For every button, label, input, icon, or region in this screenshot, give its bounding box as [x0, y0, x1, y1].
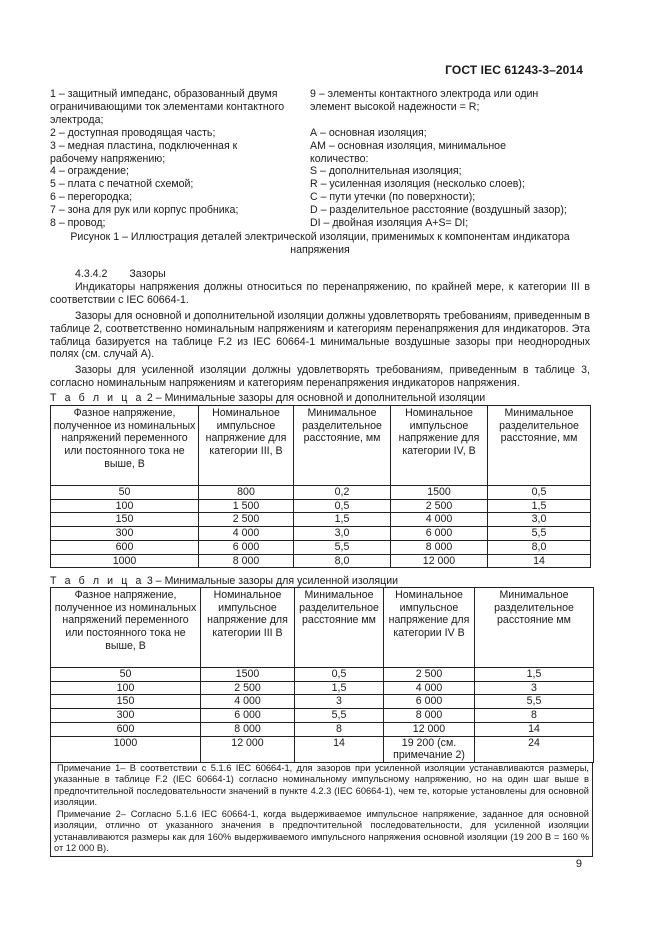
legend-line: 6 – перегородка; — [50, 191, 133, 204]
table-row — [51, 709, 594, 723]
table-cell: 4 000 — [391, 513, 488, 527]
table-cell: 1,5 — [295, 681, 384, 695]
table-cell: 8,0 — [488, 540, 591, 554]
table-cell: 8 000 — [384, 709, 475, 723]
table-cell: 0,5 — [488, 486, 591, 500]
table-cell: 5,5 — [488, 527, 591, 541]
table-cell: 5,5 — [294, 540, 391, 554]
table-cell: 4 000 — [384, 681, 475, 695]
section-title: Зазоры — [129, 268, 166, 280]
table-cell: 800 — [199, 486, 294, 500]
table-cell: 3,0 — [294, 527, 391, 541]
table-row — [51, 736, 594, 762]
table-cell: 300 — [51, 527, 199, 541]
table-row — [51, 668, 594, 682]
table-cell: 12 000 — [384, 722, 475, 736]
table-cell: 19 200 (см. примечание 2) — [384, 736, 475, 762]
legend-right-column — [310, 88, 590, 230]
header-cell: Минимальное разделительное расстояние, мм — [294, 406, 391, 486]
legend-line: элемент высокой надежности = R; — [310, 100, 480, 113]
figure-caption: Рисунок 1 – Иллюстрация деталей электрической изоляции, применимых к компонентам индикатора напряжения — [70, 231, 570, 256]
legend-line: А – основная изоляция; — [310, 126, 427, 139]
table-cell: 1,5 — [294, 513, 391, 527]
table-cell: 2 500 — [391, 499, 488, 513]
header-cell: Номинальное импульсное напряжение для категории III В — [201, 588, 295, 668]
header-cell: Минимальное разделительное расстояние, мм — [488, 406, 591, 486]
legend-line: 1 – защитный импеданс, образованный двумя — [50, 88, 278, 100]
table-note: Примечание 1– В соответствии с 5.1.6 IEC 60664-1, для зазоров при усиленной изоляции устанавливаются размеры, указанные в таблице F.2 (IEC 60664-1) согласно номинальному импульсному напряжению, но на один шаг выше в предпочтительной последовательности значений в пункте 4.2.3 (IEC 60664-1), чем те, которые установлены для основной изоляции. — [54, 763, 589, 807]
table-cell: 14 — [475, 722, 594, 736]
header-cell: Минимальное разделительное расстояние мм — [295, 588, 384, 668]
table-row — [51, 695, 594, 709]
table-cell: 50 — [51, 486, 199, 500]
table-cell: 6 000 — [391, 527, 488, 541]
table-row — [51, 499, 591, 513]
table-cell: 150 — [51, 513, 199, 527]
legend-line: АМ – основная изоляция, минимальное — [310, 139, 506, 152]
table-cell: 1,5 — [475, 668, 594, 682]
table-cell: 1500 — [201, 668, 295, 682]
table-cell: 14 — [295, 736, 384, 762]
legend-line: 5 – плата с печатной схемой; — [50, 178, 194, 191]
table3 — [50, 587, 594, 763]
table-cell: 8 000 — [391, 540, 488, 554]
legend-line: 4 – ограждение; — [50, 165, 129, 178]
table-cell: 100 — [51, 499, 199, 513]
section-paragraph: Зазоры для усиленной изоляции должны удовлетворять требованиям, приведенным в таблице 3, согласно номинальным напряжениям и категориям перенапряжения индикаторов напряжения. — [50, 364, 590, 390]
legend-line: 2 – доступная проводящая часть; — [50, 126, 216, 139]
legend-line: 8 – провод; — [50, 217, 106, 230]
table-cell: 1,5 — [488, 499, 591, 513]
table-cell: 600 — [51, 722, 201, 736]
section-heading — [50, 268, 590, 281]
table-cell: 12 000 — [201, 736, 295, 762]
legend-line: D – разделительное расстояние (воздушный зазор); — [310, 204, 567, 217]
table-cell: 50 — [51, 668, 201, 682]
table-word: Т а б л и ц а — [50, 392, 144, 404]
table-cell: 12 000 — [391, 554, 488, 568]
legend-line: DI – двойная изоляция A+S= DI; — [310, 217, 469, 230]
table-cell: 6 000 — [199, 540, 294, 554]
table-cell: 1000 — [51, 736, 201, 762]
section-paragraph: Индикаторы напряжения должны относиться по перенапряжению, по крайней мере, к категории III в соответствии с IEC 60664-1. — [50, 280, 590, 306]
table-cell: 4 000 — [201, 695, 295, 709]
table-cell: 100 — [51, 681, 201, 695]
table-row — [51, 681, 594, 695]
table-cell: 150 — [51, 695, 201, 709]
document-header: ГОСТ IEC 61243-3–2014 — [445, 63, 583, 77]
table-row — [51, 527, 591, 541]
table-note: Примечание 2– Согласно 5.1.6 IEC 60664-1, когда выдерживаемое импульсное напряжение, заданное для основной изоляции, отлично от указанного значения в предпочтительной последовательности, для усиленной изоляции устанавливаются размеры как для 160% выдерживаемого импульсного напряжения основной изоляции (19 200 В = 160 % от 12 000 В). — [54, 809, 589, 854]
legend-line: рабочему напряжению; — [50, 152, 166, 165]
legend-line: 7 – зона для рук или корпус пробника; — [50, 204, 239, 217]
table3-notes — [50, 763, 593, 857]
table-word: Т а б л и ц а — [50, 575, 144, 587]
header-cell: Фазное напряжение, полученное из номинальных напряжений переменного или постоянного тока не выше, В — [51, 406, 199, 486]
table-cell: 3 — [295, 695, 384, 709]
table-cell: 8 — [475, 709, 594, 723]
legend-left-column — [50, 88, 308, 230]
legend-line: ограничивающими ток элементами контактного — [50, 100, 285, 113]
table-cell: 8,0 — [294, 554, 391, 568]
table-cell: 2 500 — [201, 681, 295, 695]
table-cell: 600 — [51, 540, 199, 554]
table-cell: 3 — [475, 681, 594, 695]
table2-caption-text: 2 – Минимальные зазоры для основной и дополнительной изоляции — [146, 392, 486, 404]
header-cell: Минимальное разделительное расстояние мм — [475, 588, 594, 668]
table-cell: 5,5 — [475, 695, 594, 709]
table-cell: 24 — [475, 736, 594, 762]
table-cell: 14 — [488, 554, 591, 568]
table-row — [51, 554, 591, 568]
table-row — [51, 540, 591, 554]
legend-line: R – усиленная изоляция (несколько слоев); — [310, 178, 525, 191]
table-cell: 5,5 — [295, 709, 384, 723]
table2-caption — [50, 392, 485, 404]
table-cell: 0,5 — [294, 499, 391, 513]
table-cell: 4 000 — [199, 527, 294, 541]
legend-line: количество: — [310, 152, 369, 165]
table3-caption — [50, 575, 398, 587]
page-number: 9 — [575, 858, 582, 870]
header-cell: Номинальное импульсное напряжение для категории IV В — [384, 588, 475, 668]
table-cell: 2 500 — [199, 513, 294, 527]
table-cell: 8 000 — [201, 722, 295, 736]
table-header-row — [51, 588, 594, 668]
header-cell: Фазное напряжение, полученное из номинальных напряжений переменного или постоянного тока не выше, В — [51, 588, 201, 668]
table-cell: 0,2 — [294, 486, 391, 500]
legend-line: 9 – элементы контактного электрода или один — [310, 88, 539, 100]
table-row — [51, 722, 594, 736]
table-row — [51, 486, 591, 500]
section-paragraph: Зазоры для основной и дополнительной изоляции должны удовлетворять требованиям, приведенным в таблице 2, соответственно номинальным напряжениям и категориям перенапряжения для индикаторов. Эта таблица базируется на таблице F.2 из IEC 60664-1 минимальные воздушные зазоры при неоднородных полях (см. случай А). — [50, 309, 590, 361]
table-cell: 6 000 — [384, 695, 475, 709]
legend-line: электрода; — [50, 113, 104, 126]
table-cell: 300 — [51, 709, 201, 723]
section-4-3-4-2 — [50, 268, 590, 390]
table-header-row — [51, 406, 591, 486]
table3-caption-text: 3 – Минимальные зазоры для усиленной изоляции — [146, 575, 399, 587]
table2 — [50, 405, 591, 568]
table-cell: 0,5 — [295, 668, 384, 682]
table-cell: 3,0 — [488, 513, 591, 527]
legend-line: S – дополнительная изоляция; — [310, 165, 462, 178]
table-cell: 8 000 — [199, 554, 294, 568]
section-number: 4.3.4.2 — [75, 268, 108, 280]
table-cell: 1500 — [391, 486, 488, 500]
table-cell: 6 000 — [201, 709, 295, 723]
legend-line: 3 – медная пластина, подключенная к — [50, 139, 238, 152]
table-cell: 1 500 — [199, 499, 294, 513]
legend-line: C – пути утечки (по поверхности); — [310, 191, 476, 204]
table-cell: 2 500 — [384, 668, 475, 682]
table-cell: 1000 — [51, 554, 199, 568]
table-cell: 8 — [295, 722, 384, 736]
table-row — [51, 513, 591, 527]
legend-spacer — [310, 114, 590, 127]
header-cell: Номинальное импульсное напряжение для категории IV, В — [391, 406, 488, 486]
header-cell: Номинальное импульсное напряжение для категории III, В — [199, 406, 294, 486]
